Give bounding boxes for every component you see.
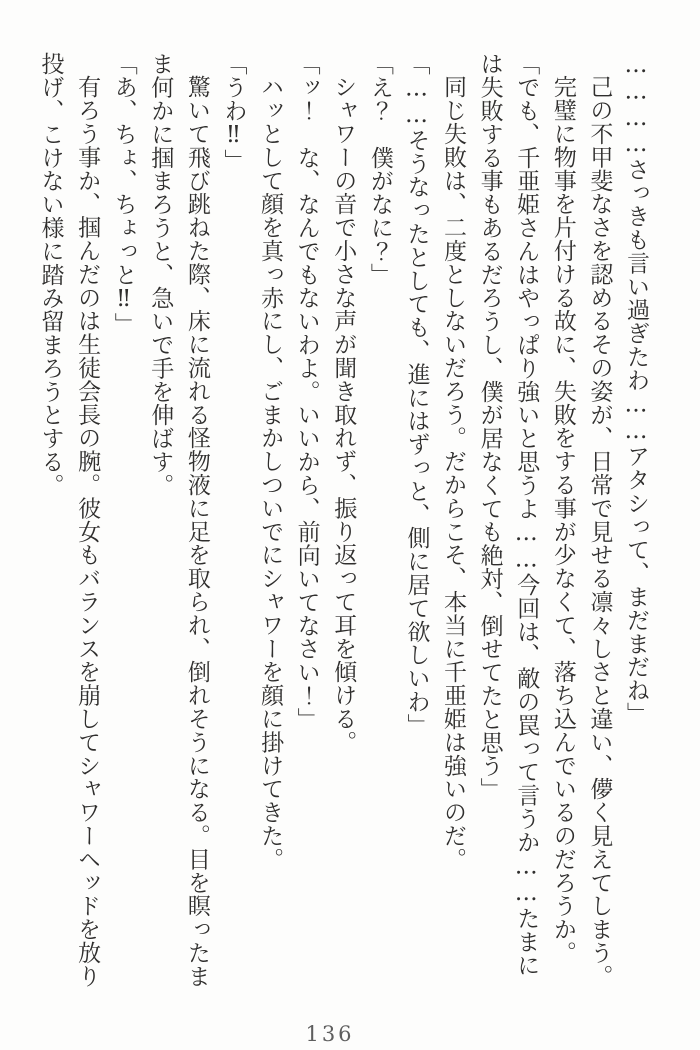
paragraph: 「うわ‼」 (220, 52, 247, 172)
paragraph: 驚いて飛び跳ねた際、床に流れる怪物液に足を取られ、倒れそうになる。目を瞑ったまま何かに掴まろうと、急いで手を伸ばす。 (147, 52, 210, 988)
paragraph: 「……そうなったとしても、進にはずっと、側に居て欲しいわ」 (403, 52, 430, 737)
paragraph: 「え？ 僕がなに？」 (366, 52, 393, 286)
paragraph: ハッとして顔を真っ赤にし、ごまかしついでにシャワーを顔に掛けてきた。 (257, 75, 284, 871)
paragraph: 「あ、ちょ、ちょっと‼」 (110, 52, 137, 336)
paragraph: …………さっきも言い過ぎたわ……アタシって、まだまだね」 (623, 52, 649, 726)
paragraph: 己の不甲斐なさを認めるその姿が、日常で見せる凛々しさと違い、儚く見えてしまう。 (586, 75, 613, 988)
paragraph: 「でも、千亜姫さんはやっぱり強いと思うよ……今回は、敵の罠って言うか……たまには失敗する事もあるだろうし、僕が居なくても絶対、倒せてたと思う」 (476, 52, 540, 977)
paragraph: 有ろう事か、掴んだのは生徒会長の腕。彼女もバランスを崩してシャワーヘッドを放り投げ、こけない様に踏み留まろうとする。 (37, 52, 101, 988)
paragraph: 同じ失敗は、二度としないだろう。だからこそ、本当に千亜姫は強いのだ。 (440, 75, 467, 871)
paragraph: 完璧に物事を片付ける故に、失敗をする事が少なくて、落ち込んでいるのだろうか。 (549, 75, 576, 965)
novel-text-block (30, 52, 654, 992)
paragraph: シャワーの音で小さな声が聞き取れず、振り返って耳を傾ける。 (330, 75, 357, 754)
page-number: 136 (305, 1022, 355, 1046)
paragraph: 「ッ！ な、なんでもないわよ。いいから、前向いてなさい！」 (293, 52, 320, 731)
